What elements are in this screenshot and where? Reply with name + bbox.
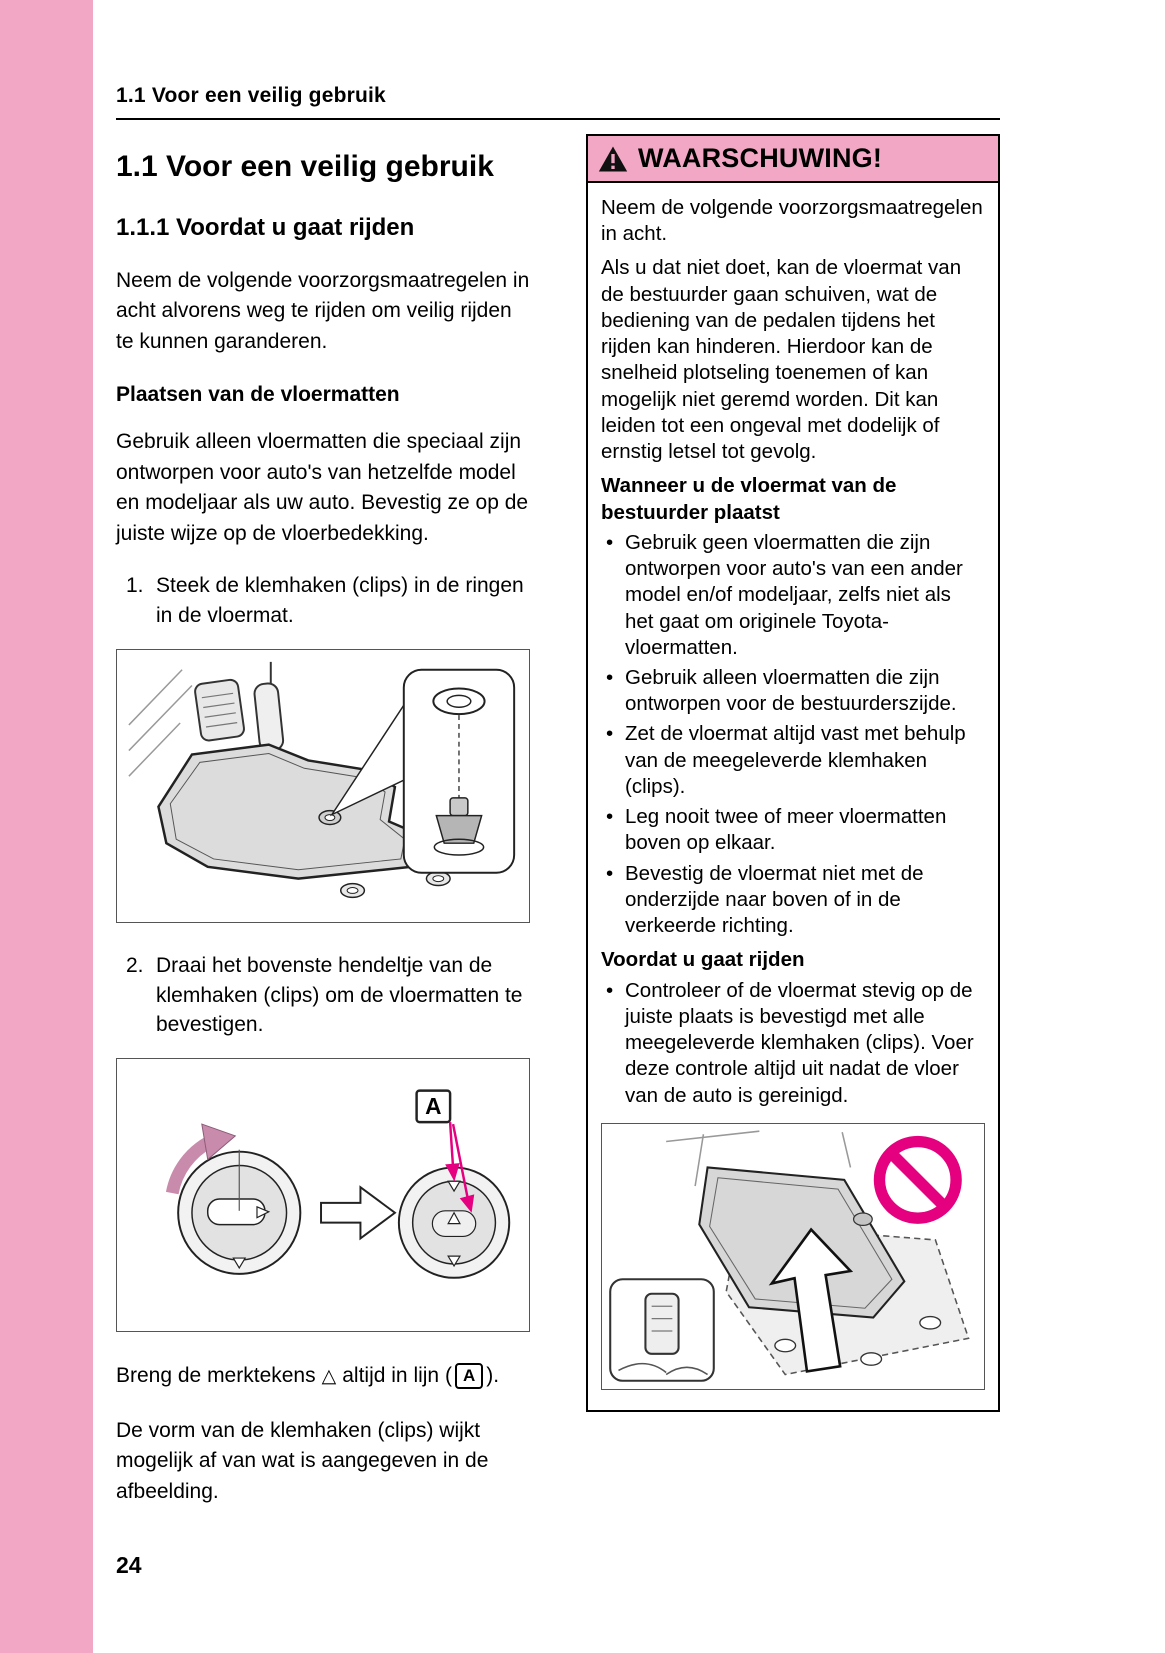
clip-shape-note: De vorm van de klemhaken (clips) wijkt mogelijk af van wat is aangegeven in de afbeelding.	[116, 1418, 489, 1503]
warning-bullet-list-2	[601, 978, 985, 1109]
subsection-title: 1.1.1 Voordat u gaat rijden	[116, 214, 415, 241]
warning-subhead-2: Voordat u gaat rijden	[601, 948, 805, 972]
floormat-paragraph: Gebruik alleen vloermatten die speciaal zijn ontworpen voor auto's van hetzelfde model en modeljaar als uw auto. Bevestig ze op de juiste wijze op de vloerbedekking.	[116, 430, 529, 545]
marker-alignment-note	[116, 1360, 530, 1392]
warning-box	[586, 134, 1000, 1412]
left-column	[116, 134, 530, 1529]
figure-clip-installation	[116, 649, 530, 923]
step-1	[116, 571, 530, 631]
floormat-heading: Plaatsen van de vloermatten	[116, 383, 400, 407]
section-title: 1.1 Voor een veilig gebruik	[116, 150, 494, 183]
figure-clip-rotation	[116, 1058, 530, 1332]
warning-bullet: • Controleer of de vloermat stevig op de juiste plaats is bevestigd met alle meegeleverde klemhaken (clips). Voer deze controle altijd uit nadat de vloer van de auto is gereinigd.	[601, 978, 985, 1109]
figure-wrong-mat	[601, 1123, 985, 1390]
paren-open: (	[444, 1364, 452, 1388]
note-mid-text: altijd in lijn	[342, 1364, 440, 1388]
intro-paragraph: Neem de volgende voorzorgsmaatregelen in acht alvorens weg te rijden om veilig rijden te kunnen garanderen.	[116, 269, 530, 353]
warning-title: WAARSCHUWING!	[638, 143, 883, 173]
warning-bullet: • Zet de vloermat altijd vast met behulp van de meegeleverde klemhaken (clips).	[601, 721, 985, 800]
step-2-text: Draai het bovenste hendeltje van de klemhaken (clips) om de vloermatten te bevestigen.	[156, 953, 523, 1037]
step-1-text: Steek de klemhaken (clips) in de ringen in de vloermat.	[156, 574, 524, 627]
note-pre-text: Breng de merktekens	[116, 1364, 316, 1388]
warning-bullet: • Gebruik alleen vloermatten die zijn ontworpen voor de bestuurderszijde.	[601, 665, 985, 717]
warning-triangle-icon	[598, 145, 628, 173]
warning-bullet: • Leg nooit twee of meer vloermatten boven op elkaar.	[601, 804, 985, 856]
page-content	[116, 84, 1000, 1529]
warning-bullet-list-1	[601, 530, 985, 940]
label-a-box: A	[455, 1363, 483, 1389]
warning-body	[588, 183, 998, 1410]
running-header: 1.1 Voor een veilig gebruik	[116, 84, 1000, 120]
step-1-number: 1.	[126, 574, 144, 598]
prohibited-mat-diagram	[604, 1126, 982, 1387]
page-number: 24	[116, 1552, 142, 1578]
pink-margin-strip	[0, 0, 93, 1653]
floormat-clip-diagram	[121, 654, 525, 918]
triangle-mark-icon: △	[321, 1366, 337, 1388]
step-2-number: 2.	[126, 953, 144, 977]
warning-header	[588, 136, 998, 183]
label-a-marker: A	[425, 1093, 442, 1120]
two-column-layout	[116, 134, 1000, 1529]
warning-bullet: • Gebruik geen vloermatten die zijn ontworpen voor auto's van een ander model en/of modeljaar, zelfs niet als het gaat om originele Toyota-vloermatten.	[601, 530, 985, 661]
clip-lever-diagram	[121, 1063, 525, 1327]
warning-subhead-1: Wanneer u de vloermat van de bestuurder plaatst	[601, 474, 897, 524]
warning-paragraph-1: Neem de volgende voorzorgsmaatregelen in acht.	[601, 196, 983, 246]
step-2	[116, 951, 530, 1040]
warning-bullet: • Bevestig de vloermat niet met de onderzijde naar boven of in de verkeerde richting.	[601, 861, 985, 940]
paren-close: ).	[486, 1364, 500, 1388]
right-column	[586, 134, 1000, 1529]
warning-paragraph-2: Als u dat niet doet, kan de vloermat van de bestuurder gaan schuiven, wat de bediening van de pedalen tijdens het rijden kan hinderen. Hierdoor kan de snelheid plotseling toenemen of kan mogelijk niet geremd worden. Dit kan leiden tot een ongeval met dodelijk of ernstig letsel tot gevolg.	[601, 256, 962, 464]
